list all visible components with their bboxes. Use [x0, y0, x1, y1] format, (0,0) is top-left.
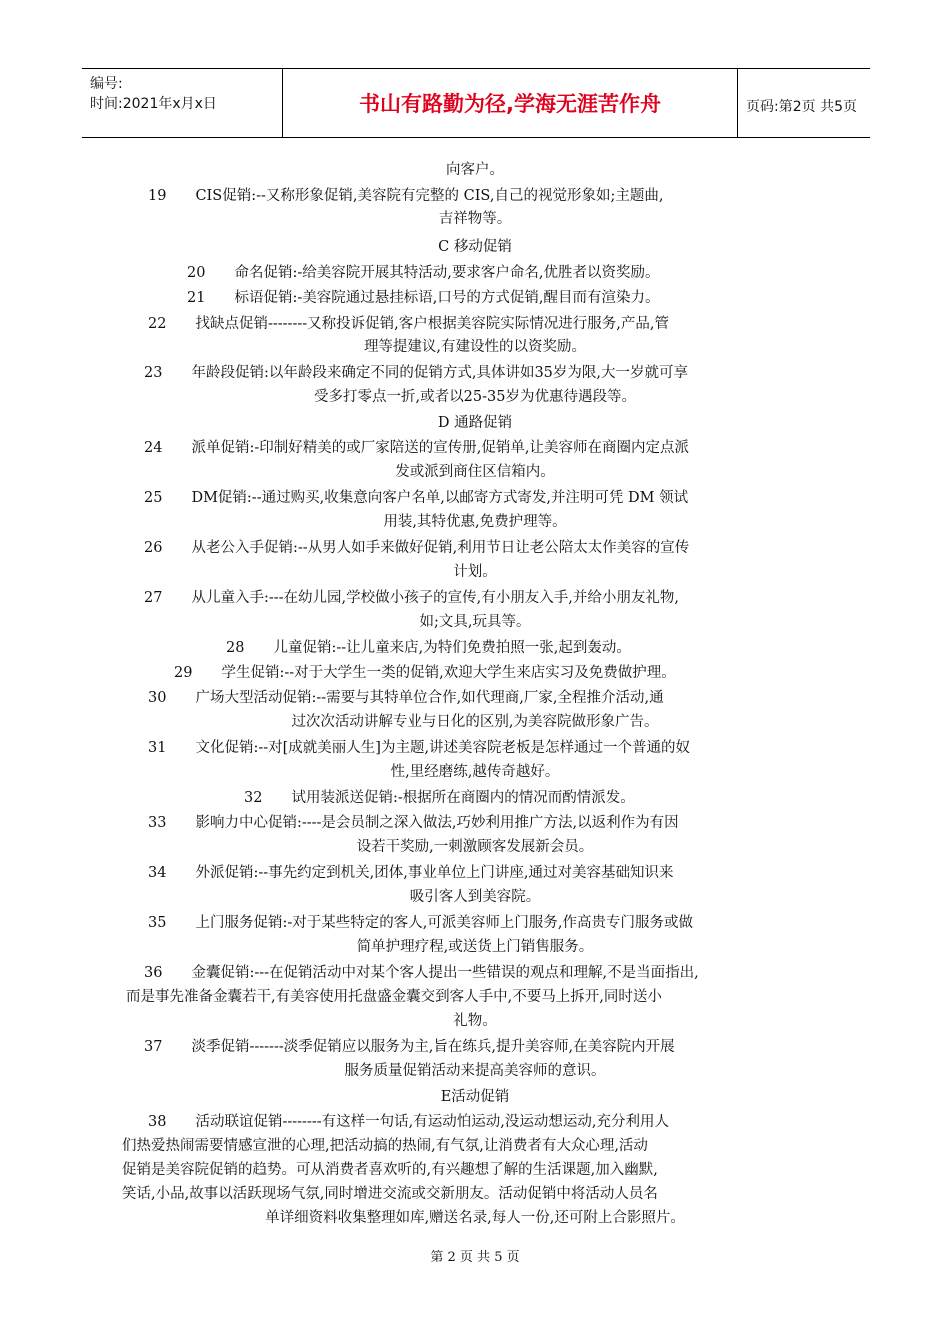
text-line: 向客户。 — [446, 162, 504, 178]
text-line: 简单护理疗程,或送货上门销售服务。 — [356, 939, 594, 955]
text-line: 礼物。 — [453, 1013, 497, 1029]
text-line: 吉祥物等。 — [438, 211, 512, 227]
text-line: 发或派到商住区信箱内。 — [395, 464, 555, 480]
text-line: 计划。 — [453, 564, 497, 580]
text-line: 23 年龄段促销:以年龄段来确定不同的促销方式,具体讲如35岁为限,大一岁就可享 — [144, 365, 689, 381]
header-motto: 书山有路勤为径,学海无涯苦作舟 — [359, 92, 661, 116]
text-line: 服务质量促销活动来提高美容师的意识。 — [344, 1063, 606, 1079]
text-line: 22 找缺点促销--------又称投诉促销,客户根据美容院实际情况进行服务,产品,管 — [148, 316, 669, 332]
text-line: 过次次活动讲解专业与日化的区别,为美容院做形象广告。 — [291, 714, 659, 730]
page-footer: 第 2 页 共 5 页 — [430, 1250, 520, 1265]
text-line: 36 金囊促销:---在促销活动中对某个客人提出一些错误的观点和理解,不是当面指出, — [144, 965, 699, 981]
text-line: 30 广场大型活动促销:--需要与其特单位合作,如代理商,厂家,全程推介活动,通 — [148, 690, 664, 706]
text-line: 38 活动联谊促销--------有这样一句话,有运动怕运动,没运动想运动,充分利用人 — [148, 1114, 669, 1130]
text-line: 吸引客人到美容院。 — [409, 889, 541, 905]
page-header — [82, 68, 870, 138]
text-line: 如;文具,玩具等。 — [419, 614, 531, 630]
text-line: 单详细资料收集整理如库,赠送名录,每人一份,还可附上合影照片。 — [265, 1210, 685, 1226]
text-line: 37 淡季促销-------淡季促销应以服务为主,旨在练兵,提升美容师,在美容院内开展 — [144, 1039, 675, 1055]
text-line: 24 派单促销:-印制好精美的或厂家陪送的宣传册,促销单,让美容师在商圈内定点派 — [144, 440, 689, 456]
text-line: 35 上门服务促销:-对于某些特定的客人,可派美容师上门服务,作高贵专门服务或做 — [148, 915, 693, 931]
text-line: 32 试用装派送促销:-根据所在商圈内的情况而酌情派发。 — [244, 790, 635, 806]
text-line: 31 文化促销:--对[成就美丽人生]为主题,讲述美容院老板是怎样通过一个普通的奴 — [148, 740, 691, 756]
text-line: 19 CIS促销:--又称形象促销,美容院有完整的 CIS,自己的视觉形象如;主题曲, — [148, 188, 664, 204]
text-line: 促销是美容院促销的趋势。可从消费者喜欢听的,有兴趣想了解的生活课题,加入幽默, — [122, 1162, 658, 1178]
text-line: 性,里经磨练,越传奇越好。 — [390, 764, 560, 780]
page-indicator: 页码:第2页 共5页 — [746, 99, 857, 115]
text-line: 26 从老公入手促销:--从男人如手来做好促销,利用节日让老公陪太太作美容的宣传 — [144, 540, 690, 556]
text-line: 们热爱热闹需要情感宣泄的心理,把活动搞的热闹,有气氛,让消费者有大众心理,活动 — [122, 1138, 648, 1154]
time-label: 时间:2021年x月x日 — [90, 96, 217, 112]
text-line: 受多打零点一折,或者以25-35岁为优惠待遇段等。 — [314, 389, 636, 405]
text-line: 29 学生促销:--对于大学生一类的促销,欢迎大学生来店实习及免费做护理。 — [174, 665, 676, 681]
text-line: 27 从儿童入手:---在幼儿园,学校做小孩子的宣传,有小朋友入手,并给小朋友礼物, — [144, 590, 679, 606]
number-label: 编号: — [90, 76, 123, 92]
text-line: 而是事先准备金囊若干,有美容使用托盘盛金囊交到客人手中,不要马上拆开,同时送小 — [126, 989, 662, 1005]
text-line: 21 标语促销:-美容院通过悬挂标语,口号的方式促销,醒目而有渲染力。 — [187, 290, 660, 306]
header-info-cell — [82, 69, 282, 137]
header-divider — [737, 69, 738, 137]
text-line: 设若干奖励,一刺激顾客发展新会员。 — [356, 839, 594, 855]
text-line: 笑话,小品,故事以活跃现场气氛,同时增进交流或交新朋友。活动促销中将活动人员名 — [122, 1186, 658, 1202]
section-heading: C 移动促销 — [438, 239, 512, 255]
text-line: 20 命名促销:-给美容院开展其特活动,要求客户命名,优胜者以资奖励。 — [187, 265, 660, 281]
text-line: 34 外派促销:--事先约定到机关,团体,事业单位上门讲座,通过对美容基础知识来 — [148, 865, 674, 881]
text-line: 33 影响力中心促销:----是会员制之深入做法,巧妙利用推广方法,以返利作为有因 — [148, 815, 679, 831]
section-heading: D 通路促销 — [437, 415, 513, 431]
text-line: 理等提建议,有建设性的以资奖励。 — [363, 339, 587, 355]
text-line: 28 儿童促销:--让儿童来店,为特们免费拍照一张,起到轰动。 — [226, 640, 631, 656]
text-line: 用装,其特优惠,免费护理等。 — [383, 514, 567, 530]
section-heading: E活动促销 — [440, 1089, 510, 1105]
text-line: 25 DM促销:--通过购买,收集意向客户名单,以邮寄方式寄发,并注明可凭 DM 领试 — [144, 490, 689, 506]
